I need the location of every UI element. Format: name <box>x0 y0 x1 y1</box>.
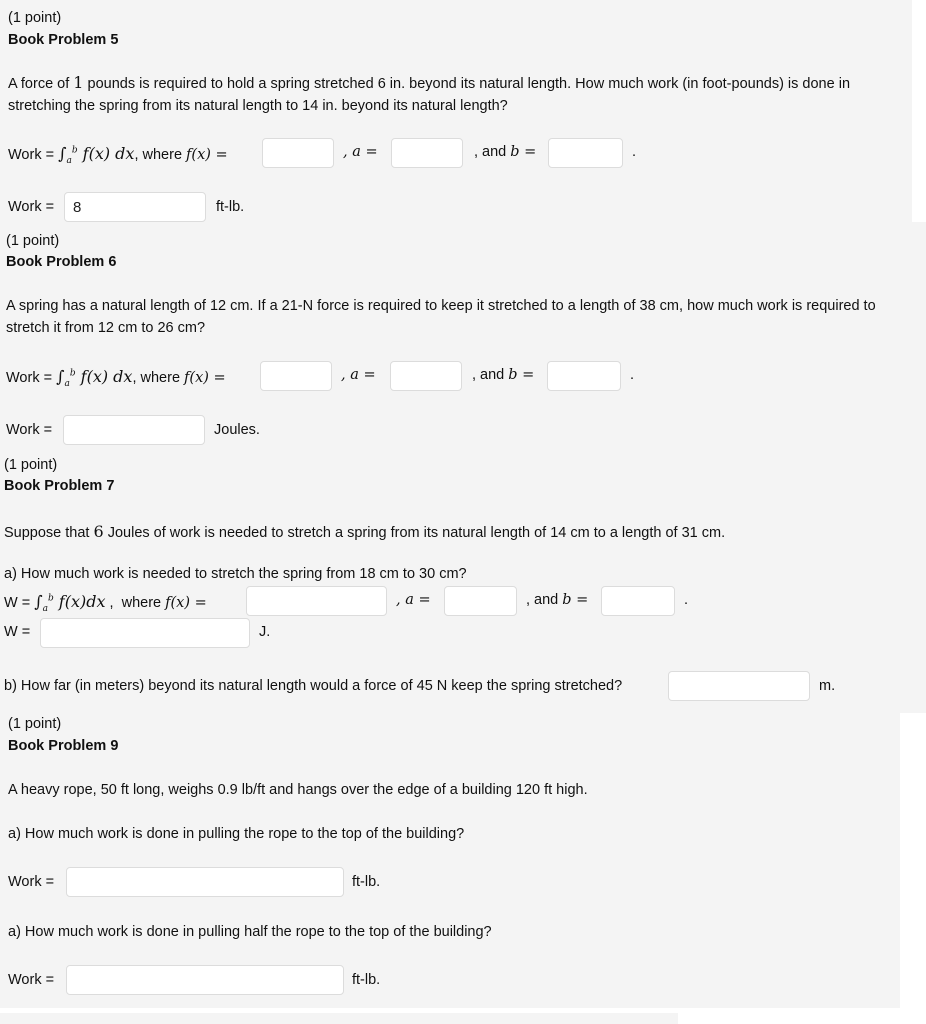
problem-title: Book Problem 6 <box>6 254 117 270</box>
question-a: a) How much work is needed to stretch the spring from 18 cm to 30 cm? <box>4 566 467 582</box>
integral-expression: $W = \int_a^b$ f(x)dx , where f(x) = <box>4 592 207 615</box>
fx-input[interactable] <box>262 138 334 168</box>
work-label: Work = <box>8 199 55 215</box>
integral-expression: Work = $\int_a^b$ f(x) dx, where f(x) = <box>6 367 226 390</box>
b-input[interactable] <box>548 138 623 168</box>
b-input[interactable] <box>547 361 621 391</box>
work-label: Work = <box>8 972 55 988</box>
b-equals-label: , and b = <box>526 592 589 608</box>
integral-expression: Work = $\int_a^b$ f(x) dx, where f(x) = <box>8 144 228 167</box>
problem-title: Book Problem 9 <box>8 738 119 754</box>
fx-input[interactable] <box>260 361 332 391</box>
problem-statement: A spring has a natural length of 12 cm. If a 21-N force is required to keep it stretched to a length of 38 cm, how much work is required to stretch it from 12 cm to 26 cm? <box>6 298 876 336</box>
work-label: Work = <box>8 874 55 890</box>
period: . <box>632 144 637 160</box>
problem-title: Book Problem 7 <box>4 478 115 494</box>
unit-label: ft-lb. <box>352 874 381 890</box>
next-problem-panel <box>0 1013 678 1024</box>
joules-value: 6 <box>93 522 104 541</box>
unit-label: J. <box>259 624 271 640</box>
question-a: a) How much work is done in pulling the rope to the top of the building? <box>8 826 465 842</box>
problem-9-panel <box>0 713 900 1008</box>
force-value: 1 <box>73 73 84 92</box>
question-b: a) How much work is done in pulling half the rope to the top of the building? <box>8 924 492 940</box>
w-input[interactable] <box>40 618 250 648</box>
a-input[interactable] <box>391 138 463 168</box>
points-label: (1 point) <box>8 10 62 26</box>
problem-statement: A force of 1 pounds is required to hold a spring stretched 6 in. beyond its natural length. How much work (in foot-pounds) is done in stretching the spring from its natural length to 14 in. beyond its natural length? <box>8 73 851 114</box>
unit-label: ft-lb. <box>216 199 245 215</box>
b-equals-label: , and b = <box>474 144 537 160</box>
points-label: (1 point) <box>4 457 58 473</box>
work-label: Work = <box>6 422 53 438</box>
fx-input[interactable] <box>246 586 387 616</box>
work-input[interactable] <box>64 192 206 222</box>
question-b: b) How far (in meters) beyond its natural length would a force of 45 N keep the spring stretched? <box>4 678 623 694</box>
period: . <box>684 592 689 608</box>
problem-statement: A heavy rope, 50 ft long, weighs 0.9 lb/ft and hangs over the edge of a building 120 ft high. <box>8 782 588 798</box>
points-label: (1 point) <box>6 233 60 249</box>
points-label: (1 point) <box>8 716 62 732</box>
a-equals-label: , a = <box>343 144 378 160</box>
work-input[interactable] <box>66 965 344 995</box>
work-input[interactable] <box>66 867 344 897</box>
a-equals-label: , a = <box>341 367 376 383</box>
w-label: W = <box>4 624 31 640</box>
distance-input[interactable] <box>668 671 810 701</box>
work-input[interactable] <box>63 415 205 445</box>
a-input[interactable] <box>390 361 462 391</box>
a-equals-label: , a = <box>396 592 431 608</box>
b-equals-label: , and b = <box>472 367 535 383</box>
unit-label: Joules. <box>214 422 260 438</box>
period: . <box>630 367 635 383</box>
unit-label: ft-lb. <box>352 972 381 988</box>
b-input[interactable] <box>601 586 675 616</box>
unit-label: m. <box>819 678 836 694</box>
a-input[interactable] <box>444 586 517 616</box>
problem-statement: Suppose that 6 Joules of work is needed to stretch a spring from its natural length of 14 cm to a length of 31 cm. <box>4 522 726 541</box>
problem-title: Book Problem 5 <box>8 32 119 48</box>
